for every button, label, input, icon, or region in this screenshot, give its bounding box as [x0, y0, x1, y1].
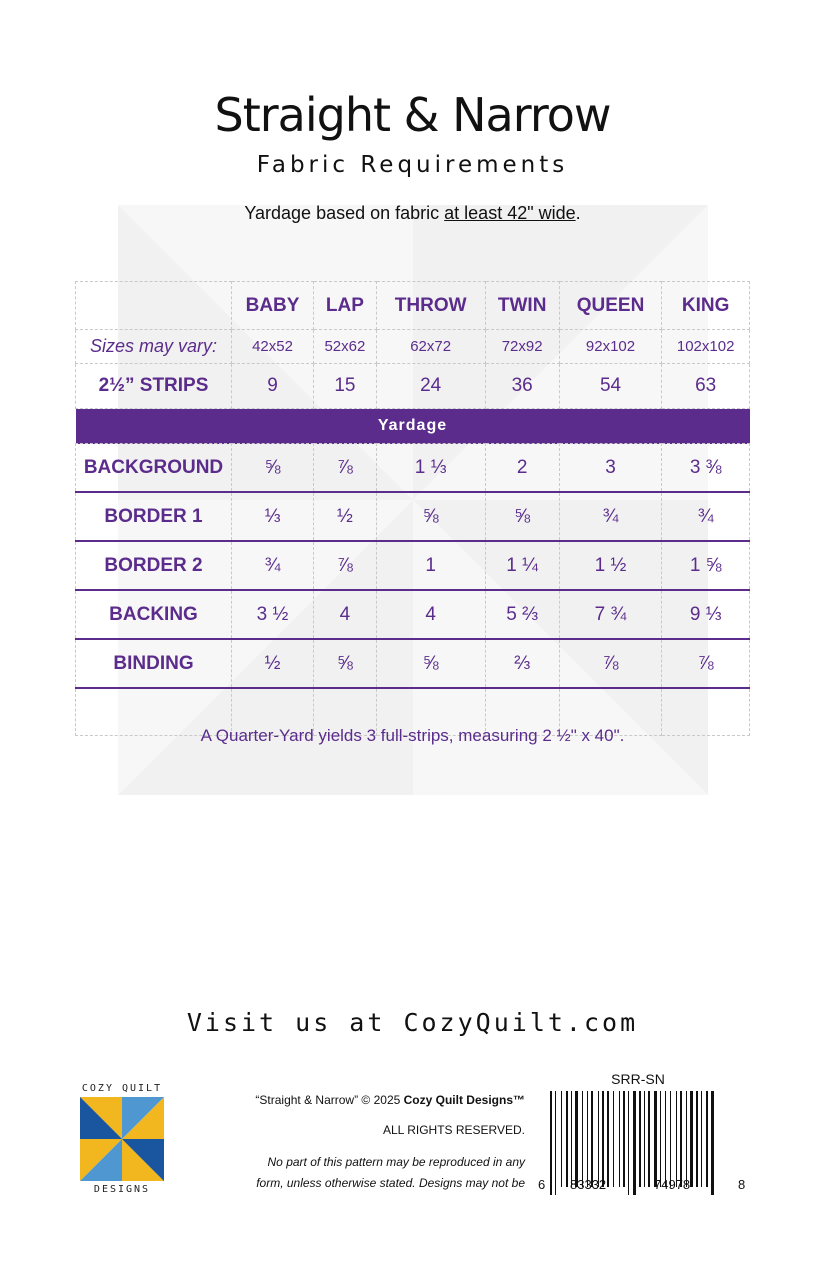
column-header-twin: TWIN — [485, 282, 559, 330]
quarter-yard-note: A Quarter-Yard yields 3 full-strips, measuring 2 ½" x 40". — [200, 726, 625, 745]
brand-name: Cozy Quilt Designs™ — [403, 1093, 525, 1107]
size-cell: 42x52 — [232, 330, 314, 364]
fabric-width-note — [0, 203, 825, 224]
size-cell: 92x102 — [559, 330, 662, 364]
strips-cell: 63 — [662, 364, 750, 409]
barcode-bar — [665, 1091, 666, 1187]
copyright-block — [225, 1093, 525, 1193]
yardage-cell: 1 ⅝ — [662, 541, 750, 590]
barcode-bar — [602, 1091, 604, 1187]
barcode-bar — [690, 1091, 693, 1187]
logo-text-bottom: DESIGNS — [93, 1184, 151, 1195]
column-header-baby: BABY — [232, 282, 314, 330]
size-cell: 52x62 — [314, 330, 377, 364]
yardage-cell: 3 — [559, 444, 662, 493]
table-row — [76, 541, 750, 590]
barcode-bar — [701, 1091, 702, 1187]
row-label-border-2: BORDER 2 — [76, 541, 232, 590]
yardage-cell: ⅞ — [314, 444, 377, 493]
yardage-cell: ⅔ — [485, 639, 559, 688]
size-cell: 62x72 — [376, 330, 485, 364]
yardage-cell: ⅞ — [314, 541, 377, 590]
yardage-cell: 1 ⅓ — [376, 444, 485, 493]
yardage-cell: 7 ¾ — [559, 590, 662, 639]
barcode-bar — [696, 1091, 698, 1187]
yardage-cell: ⅝ — [376, 492, 485, 541]
yardage-cell: ⅝ — [232, 444, 314, 493]
column-header-lap: LAP — [314, 282, 377, 330]
logo-text-top: COZY QUILT — [81, 1083, 163, 1094]
row-label-binding: BINDING — [76, 639, 232, 688]
yardage-cell: ½ — [314, 492, 377, 541]
barcode-digit-group-2: 74978 — [654, 1177, 691, 1192]
fabric-width-note-prefix: Yardage based on fabric — [244, 203, 445, 223]
barcode-bar — [623, 1091, 625, 1187]
row-label-border-1: BORDER 1 — [76, 492, 232, 541]
pattern-title: Straight & Narrow — [214, 88, 611, 142]
fabric-width-note-suffix: . — [575, 203, 581, 223]
barcode-bar — [598, 1091, 599, 1187]
copyright-line — [225, 1093, 525, 1109]
table-row — [76, 492, 750, 541]
fine-print-line-1: No part of this pattern may be reproduced in any — [267, 1155, 525, 1170]
barcode-bar — [619, 1091, 620, 1187]
size-cell: 102x102 — [662, 330, 750, 364]
yardage-cell: ⅝ — [376, 639, 485, 688]
sizes-row — [76, 330, 750, 364]
table-row — [76, 444, 750, 493]
yardage-cell: 9 ⅓ — [662, 590, 750, 639]
yardage-band — [76, 409, 750, 444]
barcode-bar — [582, 1091, 583, 1187]
fabric-width-note-emphasis: at least 42" wide — [444, 203, 576, 223]
yardage-cell: ¾ — [559, 492, 662, 541]
barcode-bar — [706, 1091, 708, 1187]
barcode-bar — [648, 1091, 650, 1187]
table-row — [76, 590, 750, 639]
yardage-cell: ½ — [232, 639, 314, 688]
yardage-cell: ⅝ — [314, 639, 377, 688]
barcode-bar — [670, 1091, 671, 1187]
size-cell: 72x92 — [485, 330, 559, 364]
website-callout: Visit us at CozyQuilt.com — [186, 1008, 639, 1037]
strips-cell: 36 — [485, 364, 559, 409]
barcode-bar — [680, 1091, 682, 1187]
table-row — [76, 639, 750, 688]
row-label-background: BACKGROUND — [76, 444, 232, 493]
column-header-king: KING — [662, 282, 750, 330]
yardage-cell: ⅝ — [485, 492, 559, 541]
page-subtitle: Fabric Requirements — [256, 152, 569, 178]
yardage-cell: 4 — [314, 590, 377, 639]
yardage-cell: 1 ½ — [559, 541, 662, 590]
barcode-bar — [566, 1091, 568, 1187]
rights-reserved: ALL RIGHTS RESERVED. — [382, 1122, 525, 1137]
barcode-bar — [686, 1091, 687, 1187]
column-header-queen: QUEEN — [559, 282, 662, 330]
barcode-digit-group-1: 83332 — [570, 1177, 607, 1192]
barcode-bar — [639, 1091, 641, 1187]
strips-cell: 15 — [314, 364, 377, 409]
pinwheel-logo-icon — [80, 1097, 164, 1181]
barcode-bar — [654, 1091, 657, 1187]
column-header-throw: THROW — [376, 282, 485, 330]
barcode-digit-check: 8 — [738, 1177, 746, 1192]
barcode-bar — [607, 1091, 609, 1187]
row-label-backing: BACKING — [76, 590, 232, 639]
fabric-requirements-table — [75, 281, 750, 736]
strips-cell: 24 — [376, 364, 485, 409]
header-corner-cell — [76, 282, 232, 330]
strips-label: 2½” STRIPS — [76, 364, 232, 409]
yardage-cell: ⅞ — [559, 639, 662, 688]
barcode-bar — [660, 1091, 661, 1187]
barcode-bar — [561, 1091, 562, 1187]
barcode-bar — [613, 1091, 614, 1187]
barcode-bar — [644, 1091, 645, 1187]
barcode-bar — [571, 1091, 572, 1187]
sizes-label: Sizes may vary: — [76, 330, 232, 364]
barcode-digits — [538, 1177, 748, 1195]
barcode-bar — [676, 1091, 677, 1187]
strips-cell: 54 — [559, 364, 662, 409]
fine-print-line-2: form, unless otherwise stated. Designs may not be — [256, 1175, 525, 1190]
barcode-bar — [591, 1091, 593, 1187]
yardage-cell: ⅞ — [662, 639, 750, 688]
yardage-cell: 3 ⅜ — [662, 444, 750, 493]
fine-print — [225, 1152, 525, 1193]
copyright-text: “Straight & Narrow” © 2025 — [255, 1093, 404, 1107]
yardage-cell: 3 ½ — [232, 590, 314, 639]
barcode-digit-lead: 6 — [538, 1177, 546, 1192]
yardage-cell: 1 ¼ — [485, 541, 559, 590]
yardage-cell: 1 — [376, 541, 485, 590]
yardage-cell: ¾ — [232, 541, 314, 590]
strips-cell: 9 — [232, 364, 314, 409]
company-logo — [80, 1083, 164, 1195]
strips-row — [76, 364, 750, 409]
sku-code: SRR-SN — [611, 1071, 665, 1087]
barcode-bar — [587, 1091, 588, 1187]
yardage-cell: ⅓ — [232, 492, 314, 541]
size-header-row — [76, 282, 750, 330]
barcode-block — [538, 1071, 748, 1195]
yardage-cell: 2 — [485, 444, 559, 493]
yardage-cell: 5 ⅔ — [485, 590, 559, 639]
yardage-band-label: Yardage — [76, 409, 750, 444]
yardage-cell: ¾ — [662, 492, 750, 541]
yardage-cell: 4 — [376, 590, 485, 639]
barcode-bar — [575, 1091, 578, 1187]
